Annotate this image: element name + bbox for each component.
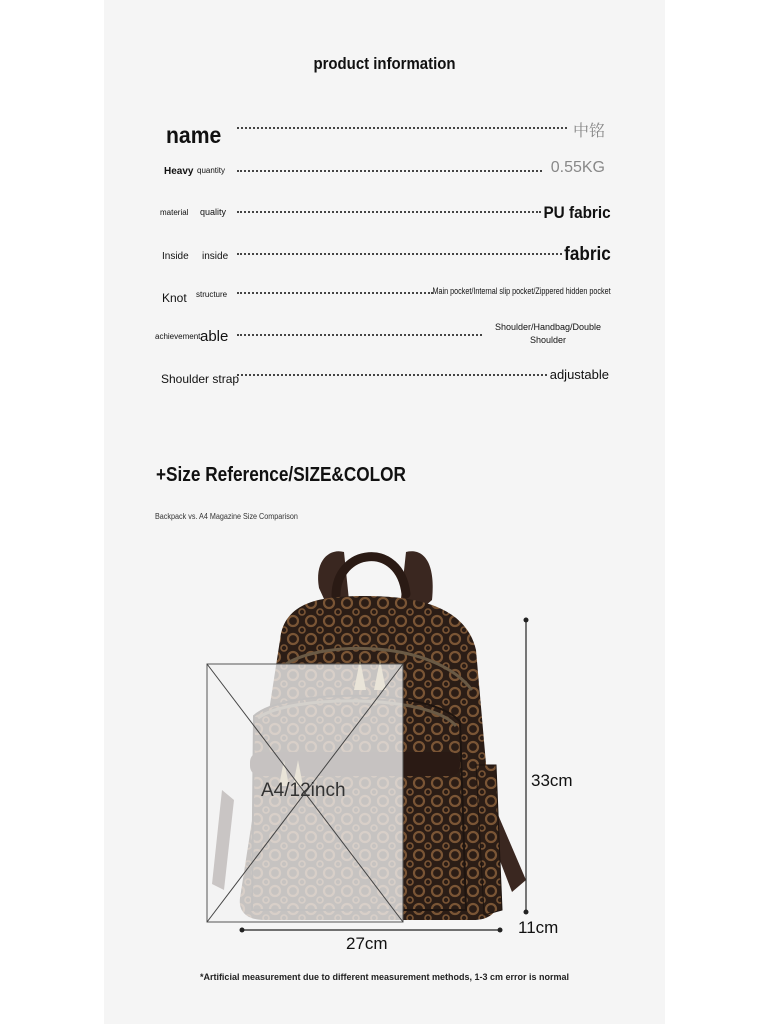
size-section-subtitle: Backpack vs. A4 Magazine Size Comparison (155, 512, 298, 521)
product-info-page (104, 0, 665, 1024)
height-label: 33cm (531, 771, 573, 790)
spec-label-secondary: structure (196, 290, 228, 299)
depth-label: 11cm (518, 918, 559, 937)
spec-value: Main pocket/Internal slip pocket/Zippered hidden pocket (432, 286, 611, 296)
size-comparison-figure (104, 0, 665, 1024)
spec-label: name (166, 122, 222, 148)
spec-label: achievement (155, 332, 201, 341)
spec-label: material (160, 208, 189, 217)
spec-value: Shoulder/Handbag/Double Shoulder (494, 322, 602, 345)
spec-value: adjustable (549, 367, 609, 382)
measurement-footnote: *Artificial measurement due to different measurement methods, 1-3 cm error is normal (199, 972, 570, 982)
spec-value: 0.55KG (550, 159, 605, 176)
spec-label-secondary: quality (200, 207, 227, 217)
spec-label-secondary: quantity (197, 166, 226, 175)
page-title: product information (313, 54, 456, 73)
spec-label-secondary: inside (202, 251, 229, 262)
spec-label: Shoulder strap (161, 372, 240, 386)
backpack-illustration (104, 0, 665, 1024)
spec-label: Knot (162, 291, 187, 305)
spec-label-secondary: able (200, 328, 229, 345)
spec-label: Heavy (164, 166, 194, 177)
spec-value: fabric (564, 244, 611, 265)
a4-label: A4/12inch (261, 780, 346, 801)
spec-label: Inside (162, 251, 189, 262)
spec-value: 中铭 (572, 123, 605, 140)
spec-value: PU fabric (543, 203, 611, 222)
size-section-title: +Size Reference/SIZE&COLOR (156, 464, 406, 486)
width-label: 27cm (346, 934, 388, 953)
